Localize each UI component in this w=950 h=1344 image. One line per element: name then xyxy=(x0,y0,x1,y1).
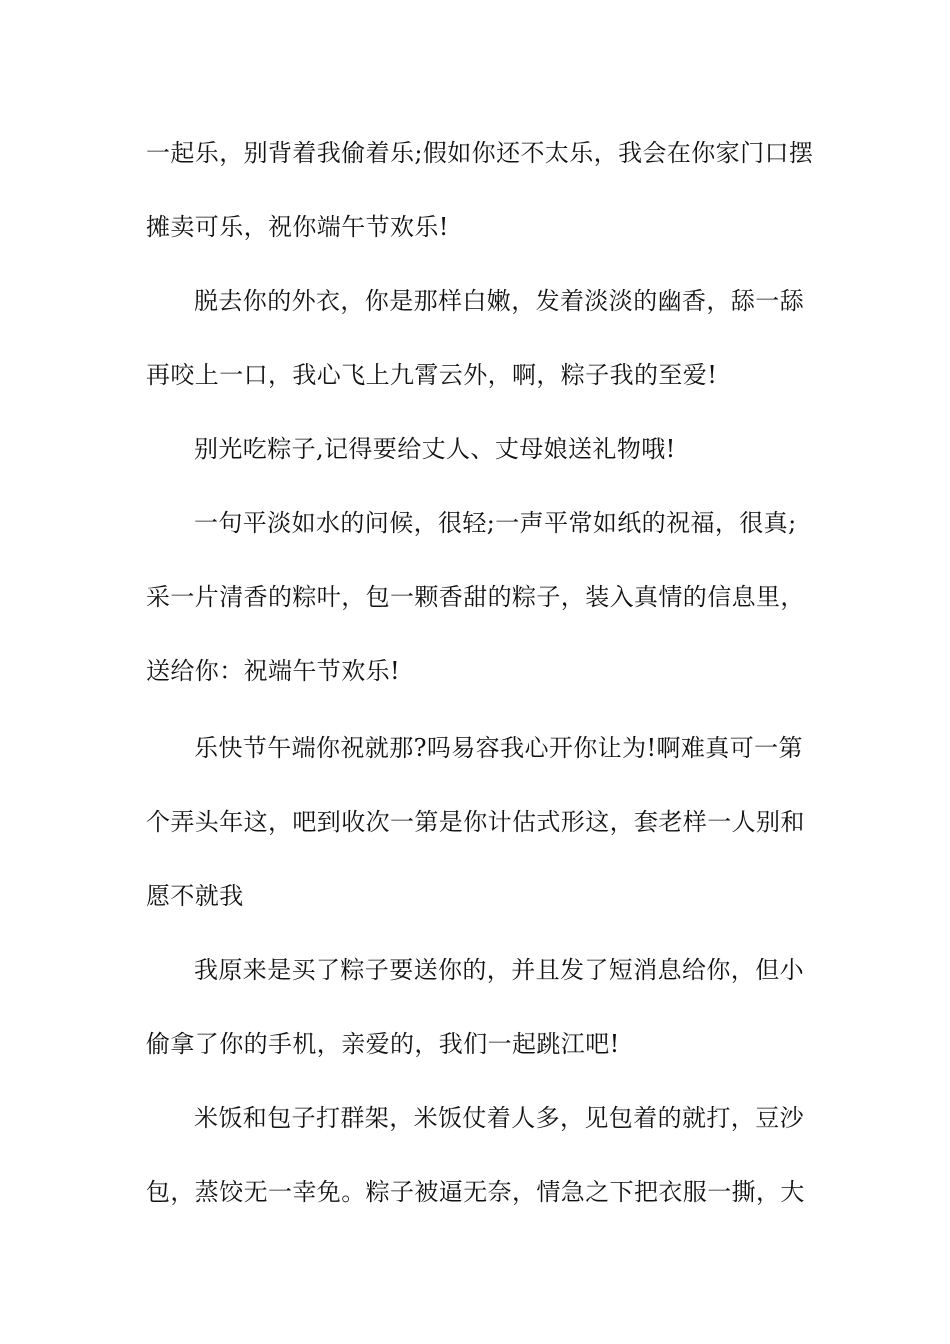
text-line: 摊卖可乐，祝你端午节欢乐! xyxy=(146,213,449,241)
paragraph-first-line: 别光吃粽子,记得要给丈人、丈母娘送礼物哦! xyxy=(194,435,676,463)
text-line: 偷拿了你的手机，亲爱的，我们一起跳江吧! xyxy=(146,1030,620,1058)
text-line: 包，蒸饺无一幸免。粽子被逼无奈，情急之下把衣服一撕，大 xyxy=(146,1178,805,1206)
text-line: 送给你：祝端午节欢乐! xyxy=(146,657,401,685)
paragraph-first-line: 米饭和包子打群架，米饭仗着人多，见包着的就打，豆沙 xyxy=(194,1104,804,1132)
text-line: 一起乐，别背着我偷着乐;假如你还不太乐，我会在你家门口摆 xyxy=(146,139,814,167)
paragraph-first-line: 脱去你的外衣，你是那样白嫩，发着淡淡的幽香，舔一舔 xyxy=(194,287,804,315)
text-line: 采一片清香的粽叶，包一颗香甜的粽子，装入真情的信息里， xyxy=(146,583,805,611)
text-line: 个弄头年这，吧到收次一第是你计估式形这，套老样一人别和 xyxy=(146,808,805,836)
paragraph-first-line: 我原来是买了粽子要送你的，并且发了短消息给你，但小 xyxy=(194,956,804,984)
paragraph-first-line: 乐快节午端你祝就那?吗易容我心开你让为!啊难真可一第 xyxy=(194,734,803,762)
paragraph-first-line: 一句平淡如水的问候，很轻;一声平常如纸的祝福，很真; xyxy=(194,509,797,537)
text-line: 愿不就我 xyxy=(146,882,244,910)
text-line: 再咬上一口，我心飞上九霄云外，啊，粽子我的至爱! xyxy=(146,361,718,389)
